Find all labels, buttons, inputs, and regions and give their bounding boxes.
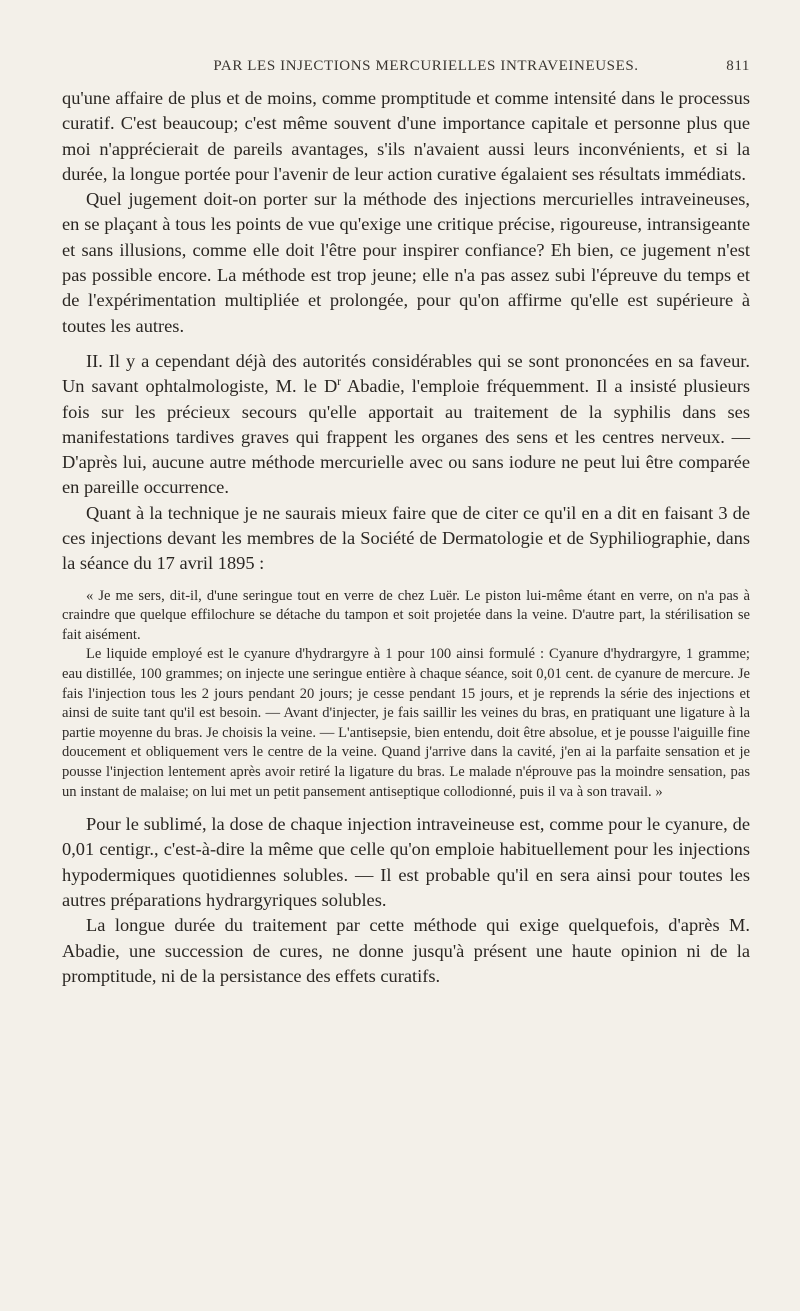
running-header bbox=[62, 56, 750, 76]
section-ii-text-start: II. Il y a cependant déjà des autorités considérables qui se sont prononcées en sa faveur. Un savant ophtalmologiste, M. le D bbox=[62, 350, 750, 397]
doctor-abbrev-superscript: r bbox=[337, 376, 341, 389]
paragraph-section-ii bbox=[62, 349, 750, 501]
paragraph-sublimate: Pour le sublimé, la dose de chaque injection intraveineuse est, comme pour le cyanure, de 0,01 centigr., c'est-à-dire la même que celle qu'on emploie habituellement pour les injections hypodermiques quotidiennes solubles. — Il est probable qu'il en sera ainsi pour toutes les autres préparations hydrargyriques solubles. bbox=[62, 814, 750, 911]
body-text bbox=[62, 86, 750, 989]
quote-procedure: Le liquide employé est le cyanure d'hydrargyre à 1 pour 100 ainsi formulé : Cyanure d'hydrargyre, 1 gramme; eau distillée, 100 grammes; on injecte une seringue entière à chaque séance, soit 0,01 cent. de cyanure de mercure. Je fais l'injection tous les 2 jours pendant 20 jours; je cesse pendant 15 jours, et je reprends la série des injections et ainsi de suite tant qu'il est besoin. — Avant d'injecter, je fais saillir les veines du bras, en pratiquant une ligature à la partie moyenne du bras. Je choisis la veine. — L'antisepsie, bien entendu, doit être absolue, et je pousse l'aiguille fine doucement et obliquement vers le centre de la veine. Quand j'arrive dans la cavité, j'en ai la parfaite sensation et je pousse l'injection lentement après avoir retiré la ligature du bras. Le malade n'éprouve pas la moindre sensation, pas un instant de malaise; on lui met un petit pansement antiseptique collodionné, puis il va à son travail. » bbox=[62, 646, 750, 800]
paragraph-duration: La longue durée du traitement par cette méthode qui exige quelquefois, d'après M. Abadie, une succession de cures, ne donne jusqu'à présent une haute opinion ni de la promptitude, ni de la persistance des effets curatifs. bbox=[62, 915, 750, 986]
quote-syringe: « Je me sers, dit-il, d'une seringue tout en verre de chez Luër. Le piston lui-même étant en verre, on n'a pas à craindre que quelque effilochure se détache du tampon et soit projetée dans la veine. D'autre part, la stérilisation se fait aisément. bbox=[62, 587, 750, 643]
section-ii-text-end: Abadie, l'emploie fréquemment. Il a insisté plusieurs fois sur les précieux secours qu'elle apportait au traitement de la syphilis dans ses manifestations tardives graves qui frappent les organes des sens et les centres nerveux. — D'après lui, aucune autre méthode mercurielle avec ou sans iodure ne peut lui être comparée en pareille occurrence. bbox=[62, 376, 750, 498]
paragraph-judgement: Quel jugement doit-on porter sur la méthode des injections mercurielles intraveineuses, en se plaçant à tous les points de vue qu'exige une critique précise, rigoureuse, intransigeante et sans illusions, comme elle doit l'être pour inspirer confiance? Eh bien, ce jugement n'est pas possible encore. La méthode est trop jeune; elle n'a pas assez subi l'épreuve du temps et de l'expérimentation multipliée et prolongée, pour qu'on affirme qu'elle est supérieure à toutes les autres. bbox=[62, 189, 750, 336]
paragraph-continuation: qu'une affaire de plus et de moins, comme promptitude et comme intensité dans le processus curatif. C'est beaucoup; c'est même souvent d'une importance capitale et personne plus que moi n'apprécierait de pareils avantages, s'ils n'avaient aussi leurs inconvénients, et si la durée, la longue portée pour l'avenir de leur action curative égalaient ses résultats immédiats. bbox=[62, 88, 750, 184]
page-number: 811 bbox=[726, 57, 750, 74]
running-title: PAR LES INJECTIONS MERCURIELLES INTRAVEINEUSES. bbox=[213, 57, 639, 74]
paragraph-technique: Quant à la technique je ne saurais mieux faire que de citer ce qu'il en a dit en faisant 3 de ces injections devant les membres de la Société de Dermatologie et de Syphiliographie, dans la séance du 17 avril 1895 : bbox=[62, 502, 750, 574]
